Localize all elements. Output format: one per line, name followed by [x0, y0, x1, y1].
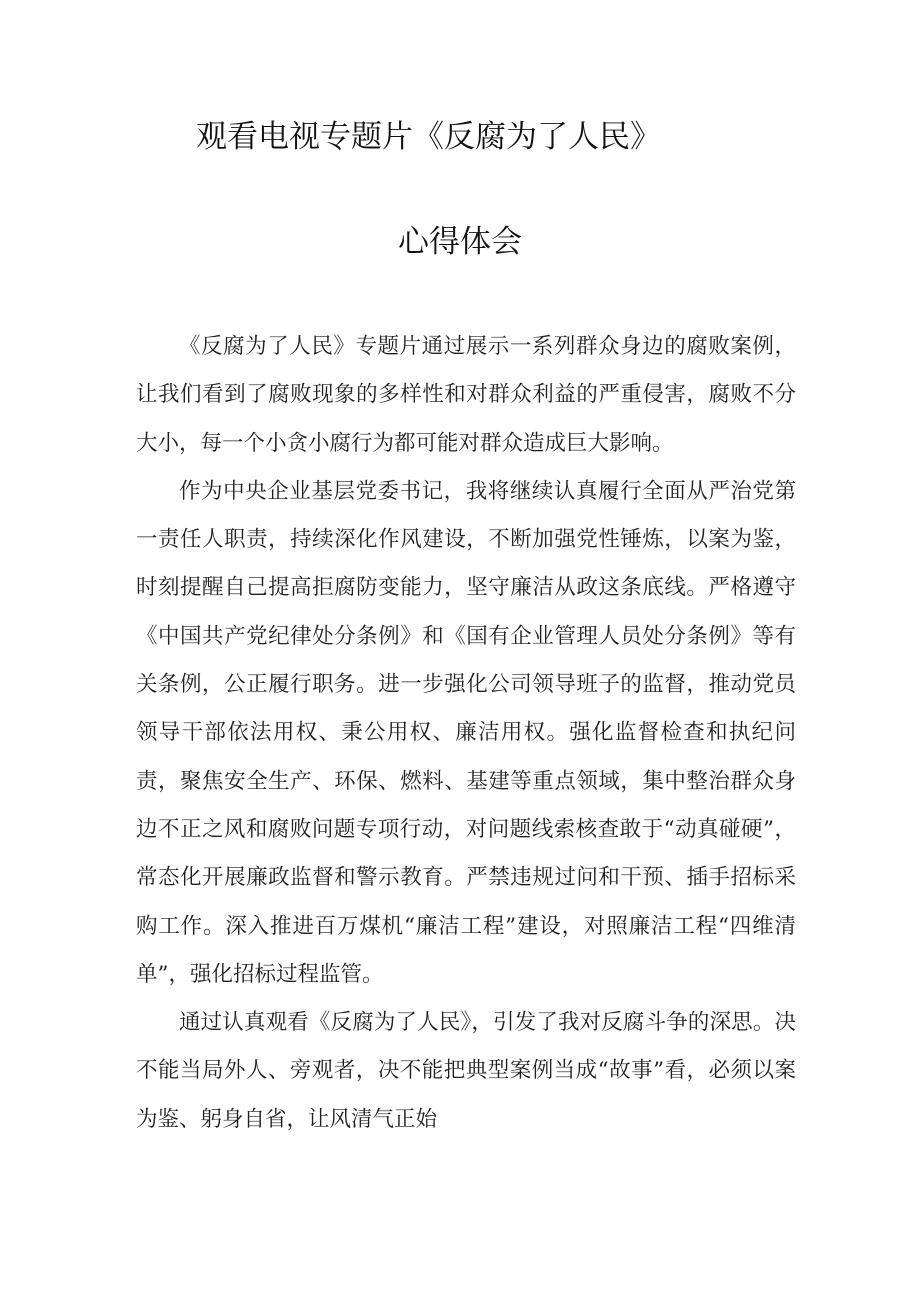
- document-title-line-2: 心得体会: [398, 224, 522, 260]
- paragraph-3: 通过认真观看《反腐为了人民》，引发了我对反腐斗争的深思。决不能当局外人、旁观者，决不能把典型案例当成“故事”看，必须以案为鉴、躬身自省，让风清气正始: [136, 1010, 796, 1132]
- document-title-line-1: 观看电视专题片《反腐为了人民》: [196, 119, 661, 155]
- paragraph-2: 作为中央企业基层党委书记，我将继续认真履行全面从严治党第一责任人职责，持续深化作风建设，不断加强党性锤炼，以案为鉴，时刻提醒自己提高拒腐防变能力，坚守廉洁从政这条底线。严格遵守《中国共产党纪律处分条例》和《国有企业管理人员处分条例》等有关条例，公正履行职务。进一步强化公司领导班子的监督，推动党员领导干部依法用权、秉公用权、廉洁用权。强化监督检查和执纪问责，聚焦安全生产、环保、燃料、基建等重点领域，集中整治群众身边不正之风和腐败问题专项行动，对问题线索核查敢于“动真碰硬”，常态化开展廉政监督和警示教育。严禁违规过问和干预、插手招标采购工作。深入推进百万煤机“廉洁工程”建设，对照廉洁工程“四维清单”，强化招标过程监管。: [136, 478, 796, 987]
- paragraph-1: 《反腐为了人民》专题片通过展示一系列群众身边的腐败案例，让我们看到了腐败现象的多样性和对群众利益的严重侵害，腐败不分大小，每一个小贪小腐行为都可能对群众造成巨大影响。: [136, 334, 796, 456]
- document-body: [136, 323, 796, 1144]
